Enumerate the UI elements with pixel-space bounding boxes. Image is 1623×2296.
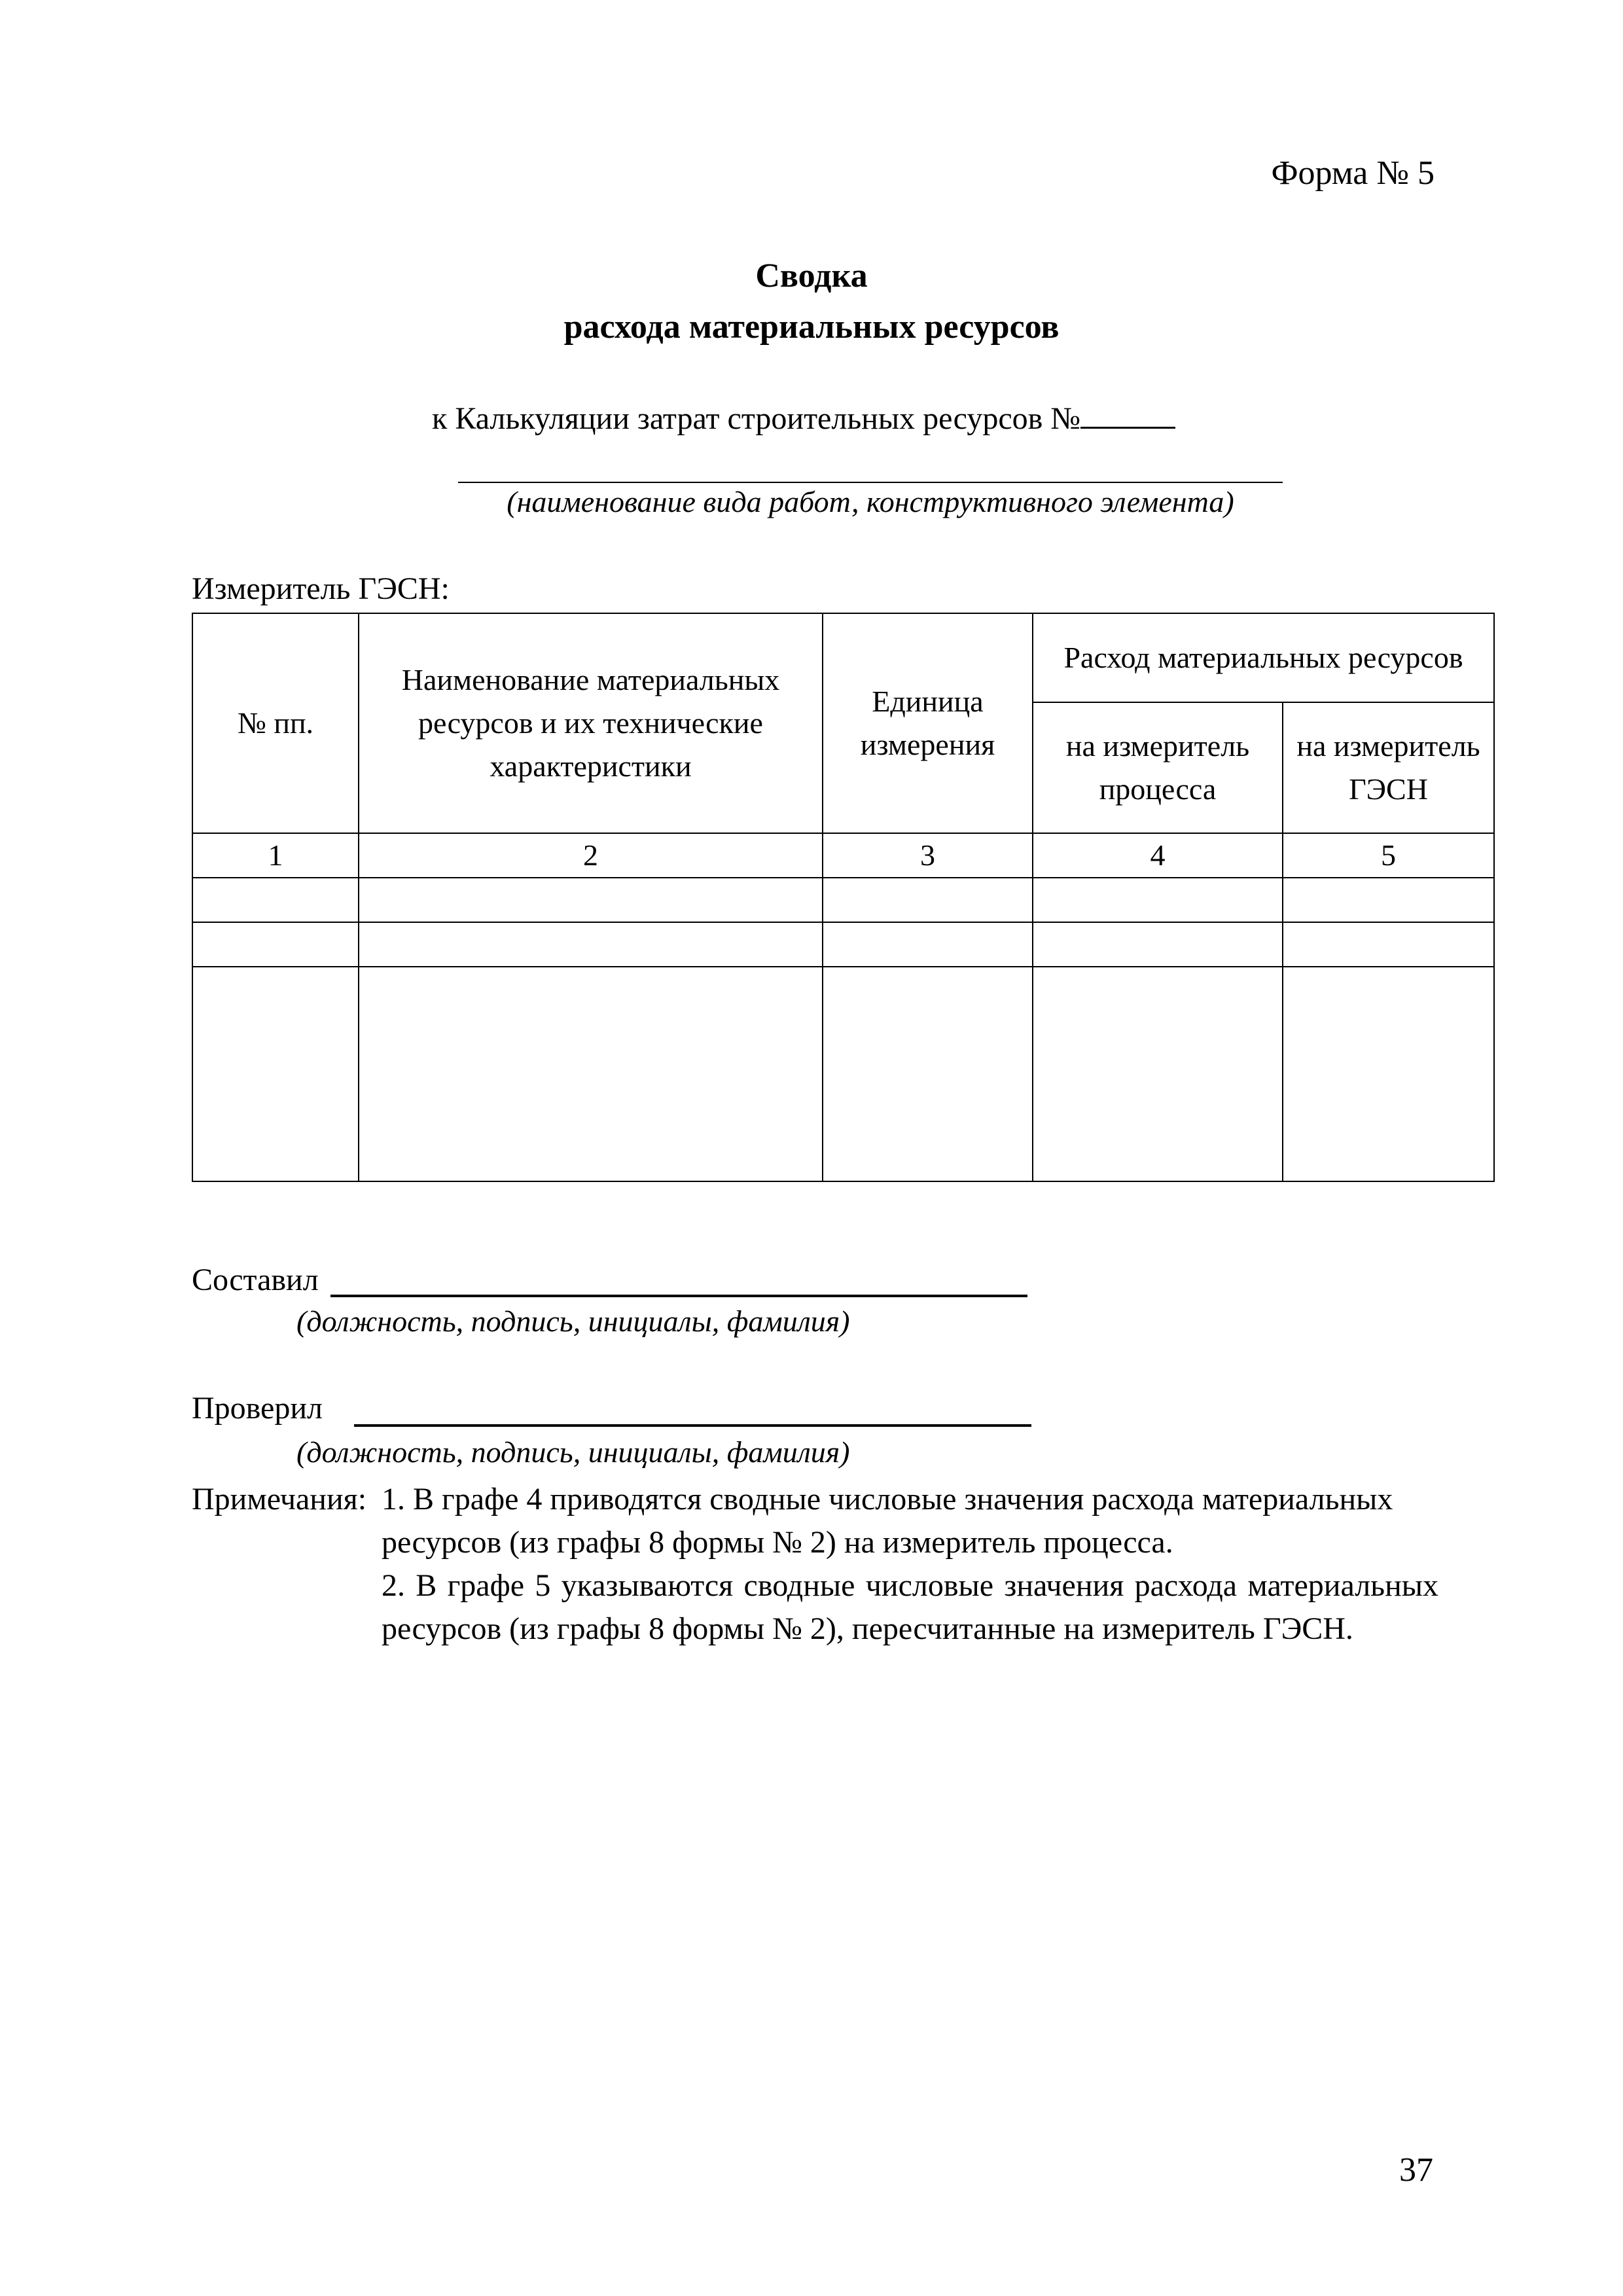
header-per-process: на измеритель процесса bbox=[1033, 702, 1283, 833]
table-cell[interactable] bbox=[359, 922, 823, 967]
column-number: 3 bbox=[823, 833, 1033, 878]
column-number: 5 bbox=[1283, 833, 1494, 878]
table-cell[interactable] bbox=[823, 967, 1033, 1181]
table-cell[interactable] bbox=[359, 878, 823, 922]
checked-signature-field[interactable] bbox=[354, 1424, 1031, 1427]
table-row bbox=[192, 967, 1494, 1181]
compiled-caption: (должность, подпись, инициалы, фамилия) bbox=[296, 1304, 850, 1338]
table-cell[interactable] bbox=[192, 878, 359, 922]
note-1: 1. В графе 4 приводятся сводные числовые значения расхода материальных bbox=[382, 1482, 1393, 1516]
table-cell[interactable] bbox=[1283, 922, 1494, 967]
notes-section bbox=[192, 1478, 1438, 1651]
compiled-label: Составил bbox=[192, 1263, 319, 1297]
page-number: 37 bbox=[1399, 2151, 1433, 2189]
table-row bbox=[192, 922, 1494, 967]
header-name: Наименование материальных ресурсов и их технические характеристики bbox=[359, 613, 823, 833]
notes-label: Примечания: bbox=[192, 1482, 367, 1516]
document-title: Сводка bbox=[755, 257, 868, 295]
document-subtitle: расхода материальных ресурсов bbox=[563, 308, 1060, 346]
table-cell[interactable] bbox=[1283, 878, 1494, 922]
table-cell[interactable] bbox=[823, 922, 1033, 967]
checked-caption: (должность, подпись, инициалы, фамилия) bbox=[296, 1435, 850, 1469]
column-number: 4 bbox=[1033, 833, 1283, 878]
work-name-caption: (наименование вида работ, конструктивного элемента) bbox=[507, 485, 1234, 518]
column-number: 2 bbox=[359, 833, 823, 878]
table-cell[interactable] bbox=[1033, 922, 1283, 967]
materials-table bbox=[192, 613, 1495, 1182]
checked-label: Проверил bbox=[192, 1391, 323, 1426]
work-name-field[interactable] bbox=[458, 482, 1283, 483]
column-number: 1 bbox=[192, 833, 359, 878]
header-per-gesn: на измеритель ГЭСН bbox=[1283, 702, 1494, 833]
calculation-number-field[interactable] bbox=[1080, 398, 1175, 429]
calculation-label: к Калькуляции затрат строительных ресурсов № bbox=[432, 401, 1081, 436]
table-cell[interactable] bbox=[1033, 878, 1283, 922]
column-number-row bbox=[192, 833, 1494, 878]
table-row bbox=[192, 878, 1494, 922]
header-no: № пп. bbox=[192, 613, 359, 833]
header-unit: Единица измерения bbox=[823, 613, 1033, 833]
form-number: Форма № 5 bbox=[1271, 154, 1435, 192]
table-cell[interactable] bbox=[192, 967, 359, 1181]
measurer-label: Измеритель ГЭСН: bbox=[192, 571, 450, 606]
table-cell[interactable] bbox=[192, 922, 359, 967]
note-2: 2. В графе 5 указываются сводные числовые значения расхода материальных ресурсов (из графы 8 формы № 2), пересчитанные на измеритель ГЭСН. bbox=[382, 1568, 1438, 1646]
table-cell[interactable] bbox=[823, 878, 1033, 922]
table-cell[interactable] bbox=[359, 967, 823, 1181]
header-consumption: Расход материальных ресурсов bbox=[1033, 613, 1494, 702]
table-cell[interactable] bbox=[1033, 967, 1283, 1181]
table-cell[interactable] bbox=[1283, 967, 1494, 1181]
calculation-reference bbox=[432, 398, 1175, 437]
note-1-continued: ресурсов (из графы 8 формы № 2) на измеритель процесса. bbox=[382, 1525, 1173, 1560]
compiled-signature-field[interactable] bbox=[330, 1295, 1027, 1297]
